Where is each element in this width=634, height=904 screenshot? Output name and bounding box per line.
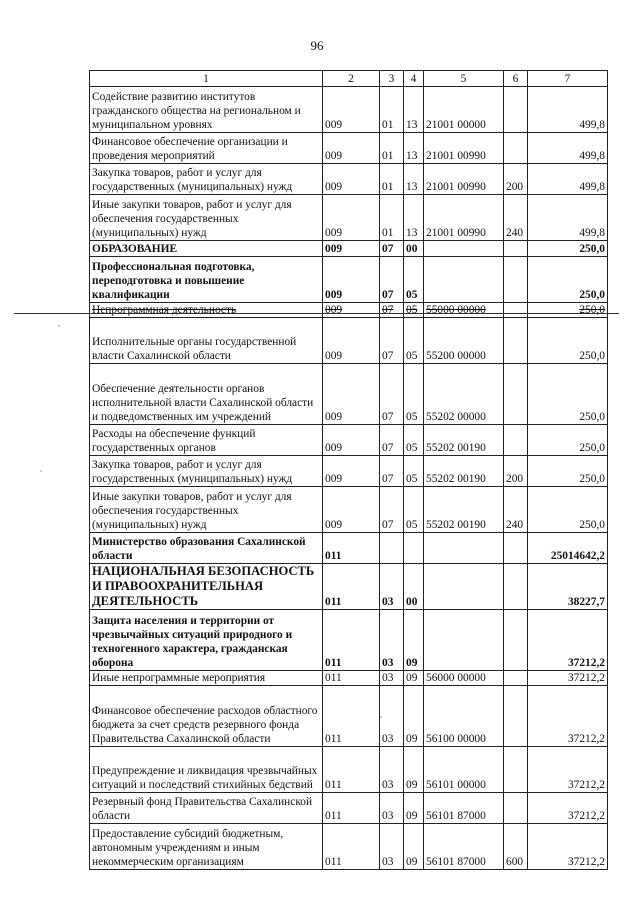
row-name-cell: Финансовое обеспечение организации и проведения мероприятий bbox=[90, 133, 323, 164]
row-amount: 38227,7 bbox=[528, 564, 608, 610]
budget-table bbox=[89, 70, 608, 870]
row-expense-type bbox=[504, 133, 528, 164]
row-target-article: 55202 00190 bbox=[424, 456, 504, 487]
row-target-article: 21001 00990 bbox=[424, 195, 504, 241]
row-expense-type bbox=[504, 318, 528, 364]
row-section-code: 07 bbox=[380, 303, 404, 318]
row-ministry-code: 011 bbox=[323, 747, 380, 793]
row-target-article: 55200 00000 bbox=[424, 318, 504, 364]
row-amount: 37212,2 bbox=[528, 747, 608, 793]
row-name-cell: Предоставление субсидий бюджетным, автономным учреждениям и иным некоммерческим организациям bbox=[90, 824, 323, 870]
row-expense-type bbox=[504, 257, 528, 303]
row-amount: 499,8 bbox=[528, 164, 608, 195]
row-section-code bbox=[380, 533, 404, 564]
header-cell-6: 6 bbox=[504, 71, 528, 87]
table-row bbox=[90, 318, 608, 364]
row-expense-type bbox=[504, 747, 528, 793]
row-expense-type bbox=[504, 686, 528, 747]
row-subsection-code: 13 bbox=[404, 133, 424, 164]
row-expense-type: 240 bbox=[504, 195, 528, 241]
row-amount: 250,0 bbox=[528, 257, 608, 303]
row-name-cell: Закупка товаров, работ и услуг для государственных (муниципальных) нужд bbox=[90, 164, 323, 195]
row-target-article: 55202 00000 bbox=[424, 364, 504, 425]
table-row bbox=[90, 824, 608, 870]
row-section-code: 07 bbox=[380, 364, 404, 425]
row-name-cell: Министерство образования Сахалинской области bbox=[90, 533, 323, 564]
row-target-article bbox=[424, 564, 504, 610]
row-name-cell: Расходы на обеспечение функций государственных органов bbox=[90, 425, 323, 456]
row-ministry-code: 011 bbox=[323, 686, 380, 747]
row-ministry-code: 011 bbox=[323, 793, 380, 824]
row-ministry-code: 009 bbox=[323, 133, 380, 164]
table-row bbox=[90, 456, 608, 487]
row-name-cell: Иные закупки товаров, работ и услуг для обеспечения государственных (муниципальных) нужд bbox=[90, 487, 323, 533]
row-name-cell: Финансовое обеспечение расходов областного бюджета за счет средств резервного фонда Правительства Сахалинской области bbox=[90, 686, 323, 747]
row-ministry-code: 009 bbox=[323, 303, 380, 318]
row-section-code: 01 bbox=[380, 195, 404, 241]
row-subsection-code: 09 bbox=[404, 793, 424, 824]
table-row bbox=[90, 686, 608, 747]
row-subsection-code: 09 bbox=[404, 610, 424, 671]
row-subsection-code: 00 bbox=[404, 241, 424, 257]
row-name-cell: Иные непрограммные мероприятия bbox=[90, 671, 323, 686]
table-row bbox=[90, 364, 608, 425]
table-header-row bbox=[90, 71, 608, 87]
row-subsection-code: 09 bbox=[404, 824, 424, 870]
header-cell-3: 3 bbox=[380, 71, 404, 87]
row-name-cell: ОБРАЗОВАНИЕ bbox=[90, 241, 323, 257]
row-expense-type: 240 bbox=[504, 487, 528, 533]
table-row bbox=[90, 133, 608, 164]
table-row bbox=[90, 487, 608, 533]
table-row bbox=[90, 425, 608, 456]
row-name-cell: Закупка товаров, работ и услуг для государственных (муниципальных) нужд bbox=[90, 456, 323, 487]
row-name-cell: Профессиональная подготовка, переподготовка и повышение квалификации bbox=[90, 257, 323, 303]
row-amount: 250,0 bbox=[528, 364, 608, 425]
row-expense-type bbox=[504, 671, 528, 686]
row-ministry-code: 011 bbox=[323, 533, 380, 564]
row-subsection-code: 05 bbox=[404, 318, 424, 364]
row-ministry-code: 011 bbox=[323, 671, 380, 686]
row-target-article bbox=[424, 533, 504, 564]
header-cell-1: 1 bbox=[90, 71, 323, 87]
row-section-code: 03 bbox=[380, 564, 404, 610]
table-row bbox=[90, 793, 608, 824]
row-subsection-code: 09 bbox=[404, 747, 424, 793]
row-amount: 37212,2 bbox=[528, 824, 608, 870]
row-amount: 37212,2 bbox=[528, 671, 608, 686]
row-ministry-code: 009 bbox=[323, 318, 380, 364]
row-expense-type: 200 bbox=[504, 164, 528, 195]
row-target-article: 21001 00990 bbox=[424, 133, 504, 164]
table-row bbox=[90, 303, 608, 318]
row-subsection-code: 09 bbox=[404, 686, 424, 747]
row-ministry-code: 011 bbox=[323, 564, 380, 610]
row-section-code: 03 bbox=[380, 671, 404, 686]
row-ministry-code: 009 bbox=[323, 241, 380, 257]
row-amount: 499,8 bbox=[528, 133, 608, 164]
row-amount: 37212,2 bbox=[528, 686, 608, 747]
row-subsection-code: 05 bbox=[404, 303, 424, 318]
row-subsection-code: 05 bbox=[404, 257, 424, 303]
row-subsection-code bbox=[404, 533, 424, 564]
table-row bbox=[90, 241, 608, 257]
row-target-article bbox=[424, 257, 504, 303]
row-name-cell: Содействие развитию институтов гражданского общества на региональном и муниципальном уровнях bbox=[90, 87, 323, 133]
row-section-code: 01 bbox=[380, 164, 404, 195]
row-name-cell: Резервный фонд Правительства Сахалинской области bbox=[90, 793, 323, 824]
row-name-cell: НАЦИОНАЛЬНАЯ БЕЗОПАСНОСТЬ И ПРАВООХРАНИТЕЛЬНАЯ ДЕЯТЕЛЬНОСТЬ bbox=[90, 564, 323, 610]
row-section-code: 03 bbox=[380, 793, 404, 824]
row-target-article: 55202 00190 bbox=[424, 425, 504, 456]
row-name-cell: Иные закупки товаров, работ и услуг для обеспечения государственных (муниципальных) нужд bbox=[90, 195, 323, 241]
table-row bbox=[90, 533, 608, 564]
row-amount: 25014642,2 bbox=[528, 533, 608, 564]
table-row bbox=[90, 257, 608, 303]
row-subsection-code: 05 bbox=[404, 425, 424, 456]
table-row bbox=[90, 671, 608, 686]
table-row bbox=[90, 164, 608, 195]
row-section-code: 03 bbox=[380, 824, 404, 870]
row-name-cell: Обеспечение деятельности органов исполнительной власти Сахалинской области и подведомственных им учреждений bbox=[90, 364, 323, 425]
row-name-cell: Исполнительные органы государственной власти Сахалинской области bbox=[90, 318, 323, 364]
row-target-article bbox=[424, 610, 504, 671]
row-expense-type bbox=[504, 87, 528, 133]
row-section-code: 07 bbox=[380, 318, 404, 364]
row-expense-type bbox=[504, 564, 528, 610]
row-expense-type bbox=[504, 364, 528, 425]
row-ministry-code: 009 bbox=[323, 164, 380, 195]
row-amount: 250,0 bbox=[528, 425, 608, 456]
row-ministry-code: 009 bbox=[323, 257, 380, 303]
row-target-article: 56101 87000 bbox=[424, 824, 504, 870]
row-expense-type bbox=[504, 425, 528, 456]
row-ministry-code: 009 bbox=[323, 87, 380, 133]
row-expense-type: 600 bbox=[504, 824, 528, 870]
row-amount: 250,0 bbox=[528, 318, 608, 364]
row-target-article: 21001 00000 bbox=[424, 87, 504, 133]
row-subsection-code: 05 bbox=[404, 456, 424, 487]
table-row bbox=[90, 564, 608, 610]
row-name-cell: Защита населения и территории от чрезвычайных ситуаций природного и техногенного характера, гражданская оборона bbox=[90, 610, 323, 671]
row-target-article: 56101 00000 bbox=[424, 747, 504, 793]
row-section-code: 07 bbox=[380, 257, 404, 303]
row-amount: 250,0 bbox=[528, 487, 608, 533]
row-subsection-code: 00 bbox=[404, 564, 424, 610]
margin-speck bbox=[58, 325, 60, 327]
row-name-cell: Предупреждение и ликвидация чрезвычайных ситуаций и последствий стихийных бедствий bbox=[90, 747, 323, 793]
row-ministry-code: 009 bbox=[323, 425, 380, 456]
table-row bbox=[90, 195, 608, 241]
header-cell-2: 2 bbox=[323, 71, 380, 87]
margin-speck bbox=[40, 470, 42, 472]
row-ministry-code: 009 bbox=[323, 487, 380, 533]
row-amount: 37212,2 bbox=[528, 610, 608, 671]
row-amount: 499,8 bbox=[528, 87, 608, 133]
row-subsection-code: 13 bbox=[404, 195, 424, 241]
row-target-article: 56100 00000 bbox=[424, 686, 504, 747]
row-section-code: 03 bbox=[380, 610, 404, 671]
row-target-article: 55202 00190 bbox=[424, 487, 504, 533]
row-target-article: 56000 00000 bbox=[424, 671, 504, 686]
row-name-cell: Непрограммная деятельность bbox=[90, 303, 323, 318]
row-expense-type bbox=[504, 533, 528, 564]
row-subsection-code: 05 bbox=[404, 364, 424, 425]
row-target-article: 21001 00990 bbox=[424, 164, 504, 195]
table-row bbox=[90, 610, 608, 671]
row-section-code: 07 bbox=[380, 425, 404, 456]
row-ministry-code: 011 bbox=[323, 610, 380, 671]
header-cell-7: 7 bbox=[528, 71, 608, 87]
row-section-code: 01 bbox=[380, 87, 404, 133]
row-amount: 250,0 bbox=[528, 241, 608, 257]
table-row bbox=[90, 87, 608, 133]
table-row bbox=[90, 747, 608, 793]
row-section-code: 03 bbox=[380, 747, 404, 793]
row-section-code: 03 bbox=[380, 686, 404, 747]
row-target-article: 56101 87000 bbox=[424, 793, 504, 824]
row-expense-type bbox=[504, 303, 528, 318]
row-target-article: 55000 00000 bbox=[424, 303, 504, 318]
row-amount: 499,8 bbox=[528, 195, 608, 241]
header-cell-4: 4 bbox=[404, 71, 424, 87]
row-expense-type: 200 bbox=[504, 456, 528, 487]
row-ministry-code: 011 bbox=[323, 824, 380, 870]
row-amount: 37212,2 bbox=[528, 793, 608, 824]
row-section-code: 01 bbox=[380, 133, 404, 164]
row-expense-type bbox=[504, 610, 528, 671]
row-amount: 250,0 bbox=[528, 303, 608, 318]
row-section-code: 07 bbox=[380, 241, 404, 257]
row-subsection-code: 13 bbox=[404, 87, 424, 133]
row-section-code: 07 bbox=[380, 487, 404, 533]
page-number: 96 bbox=[310, 38, 324, 53]
row-ministry-code: 009 bbox=[323, 456, 380, 487]
row-ministry-code: 009 bbox=[323, 364, 380, 425]
row-target-article bbox=[424, 241, 504, 257]
row-expense-type bbox=[504, 241, 528, 257]
row-section-code: 07 bbox=[380, 456, 404, 487]
strikethrough-line bbox=[14, 313, 619, 314]
row-expense-type bbox=[504, 793, 528, 824]
row-ministry-code: 009 bbox=[323, 195, 380, 241]
row-subsection-code: 05 bbox=[404, 487, 424, 533]
row-amount: 250,0 bbox=[528, 456, 608, 487]
row-subsection-code: 13 bbox=[404, 164, 424, 195]
header-cell-5: 5 bbox=[424, 71, 504, 87]
row-subsection-code: 09 bbox=[404, 671, 424, 686]
margin-speck bbox=[380, 716, 382, 718]
